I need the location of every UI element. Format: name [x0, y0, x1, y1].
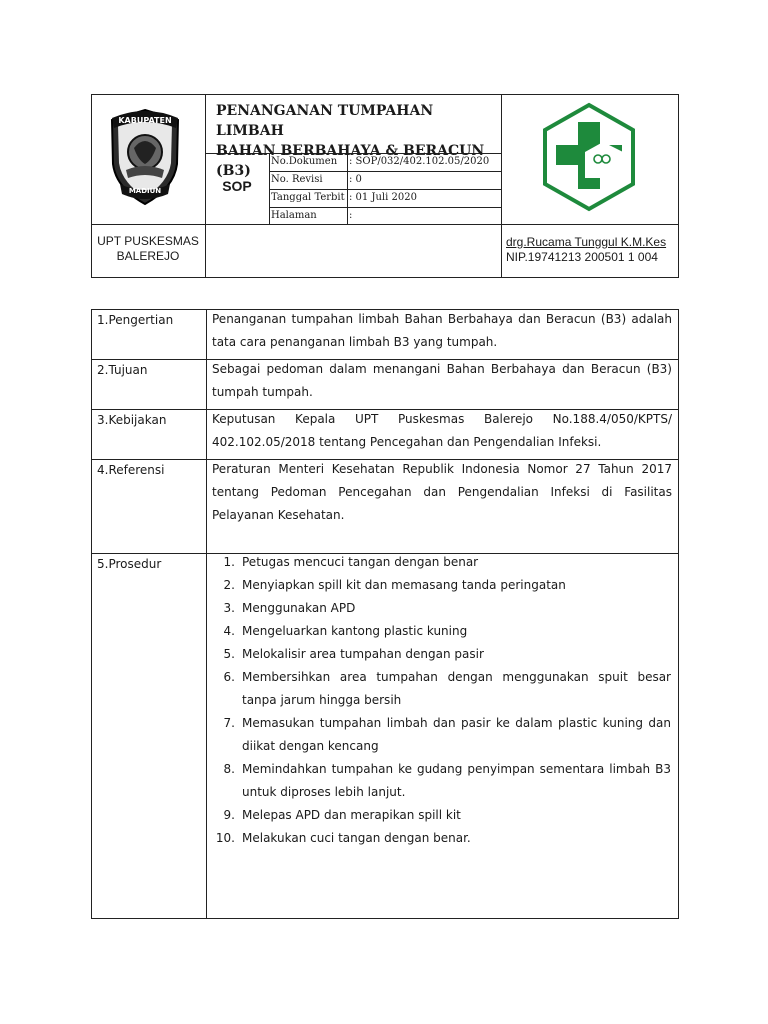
meta-label-no-dokumen: No.Dokumen [271, 156, 338, 167]
procedure-step [213, 551, 671, 574]
step-text: Menggunakan APD [242, 601, 356, 615]
step-text: Melokalisir area tumpahan dengan pasir [242, 647, 484, 661]
step-number: 8. [223, 762, 235, 776]
label-pengertian: 1.Pengertian [97, 313, 174, 327]
step-text: Menyiapkan spill kit dan memasang tanda peringatan [242, 578, 566, 592]
label-prosedur: 5.Prosedur [97, 557, 162, 571]
step-number: 2. [223, 578, 235, 592]
step-text: Memasukan tumpahan limbah dan pasir ke dalam plastic kuning dan diikat dengan kencang [242, 716, 671, 753]
procedure-step [213, 827, 671, 850]
label-referensi: 4.Referensi [97, 463, 165, 477]
sop-label: SOP [222, 178, 252, 194]
signatory [506, 235, 666, 265]
title-line-2: BAHAN BERBAHAYA & BERACUN (B3) [216, 143, 485, 179]
kabupaten-madiun-emblem [104, 104, 186, 208]
meta-label-tanggal-terbit: Tanggal Terbit [271, 192, 345, 203]
signatory-name: drg.Rucama Tunggul K.M.Kes [506, 235, 667, 249]
step-text: Melepas APD dan merapikan spill kit [242, 808, 461, 822]
step-number: 5. [223, 647, 235, 661]
step-number: 3. [223, 601, 235, 615]
text-pengertian: Penanganan tumpahan limbah Bahan Berbahaya dan Beracun (B3) adalah tata cara penanganan limbah B3 yang tumpah. [212, 312, 672, 349]
meta-value-no-revisi: : 0 [349, 174, 362, 185]
step-text: Membersihkan area tumpahan dengan menggunakan spuit besar tanpa jarum hingga bersih [242, 670, 671, 707]
title-line-1: PENANGANAN TUMPAHAN LIMBAH [216, 103, 434, 139]
label-tujuan: 2.Tujuan [97, 363, 148, 377]
procedure-step [213, 666, 671, 712]
meta-label-no-revisi: No. Revisi [271, 174, 323, 185]
procedure-step [213, 712, 671, 758]
step-number: 7. [223, 716, 235, 730]
step-number: 6. [223, 670, 235, 684]
procedure-step [213, 620, 671, 643]
org-line-1: UPT PUSKESMAS [97, 234, 199, 248]
text-referensi: Peraturan Menteri Kesehatan Republik Indonesia Nomor 27 Tahun 2017 tentang Pedoman Pencegahan dan Pengendalian Infeksi di Fasilitas Pelayanan Kesehatan. [212, 462, 672, 522]
meta-value-halaman: : [349, 210, 353, 221]
org-line-2: BALEREJO [116, 249, 180, 263]
text-tujuan: Sebagai pedoman dalam menangani Bahan Berbahaya dan Beracun (B3) tumpah tumpah. [212, 362, 672, 399]
procedure-step [213, 758, 671, 804]
label-kebijakan: 3.Kebijakan [97, 413, 167, 427]
signatory-nip: NIP.19741213 200501 1 004 [506, 250, 658, 264]
step-text: Mengeluarkan kantong plastic kuning [242, 624, 468, 638]
puskesmas-logo [541, 102, 637, 212]
procedure-step [213, 804, 671, 827]
emblem-top-text: KABUPATEN [118, 116, 172, 125]
step-number: 10. [215, 831, 235, 845]
emblem-bottom-text: MADIUN [128, 187, 162, 195]
step-number: 4. [223, 624, 235, 638]
step-number: 9. [223, 808, 235, 822]
procedure-step [213, 574, 671, 597]
meta-value-no-dokumen: : SOP/032/402.102.05/2020 [349, 156, 490, 167]
text-kebijakan: Keputusan Kepala UPT Puskesmas Balerejo No.188.4/050/KPTS/ 402.102.05/2018 tentang Pencegahan dan Pengendalian Infeksi. [212, 412, 672, 449]
meta-label-halaman: Halaman [271, 210, 317, 221]
step-text: Melakukan cuci tangan dengan benar. [242, 831, 471, 845]
procedure-list [213, 551, 671, 850]
procedure-step [213, 597, 671, 620]
step-text: Petugas mencuci tangan dengan benar [242, 555, 479, 569]
procedure-step [213, 643, 671, 666]
organization-name [91, 234, 205, 264]
step-text: Memindahkan tumpahan ke gudang penyimpan sementara limbah B3 untuk diproses lebih lanjut. [242, 762, 671, 799]
step-number: 1. [223, 555, 235, 569]
meta-value-tanggal-terbit: : 01 Juli 2020 [349, 192, 417, 203]
